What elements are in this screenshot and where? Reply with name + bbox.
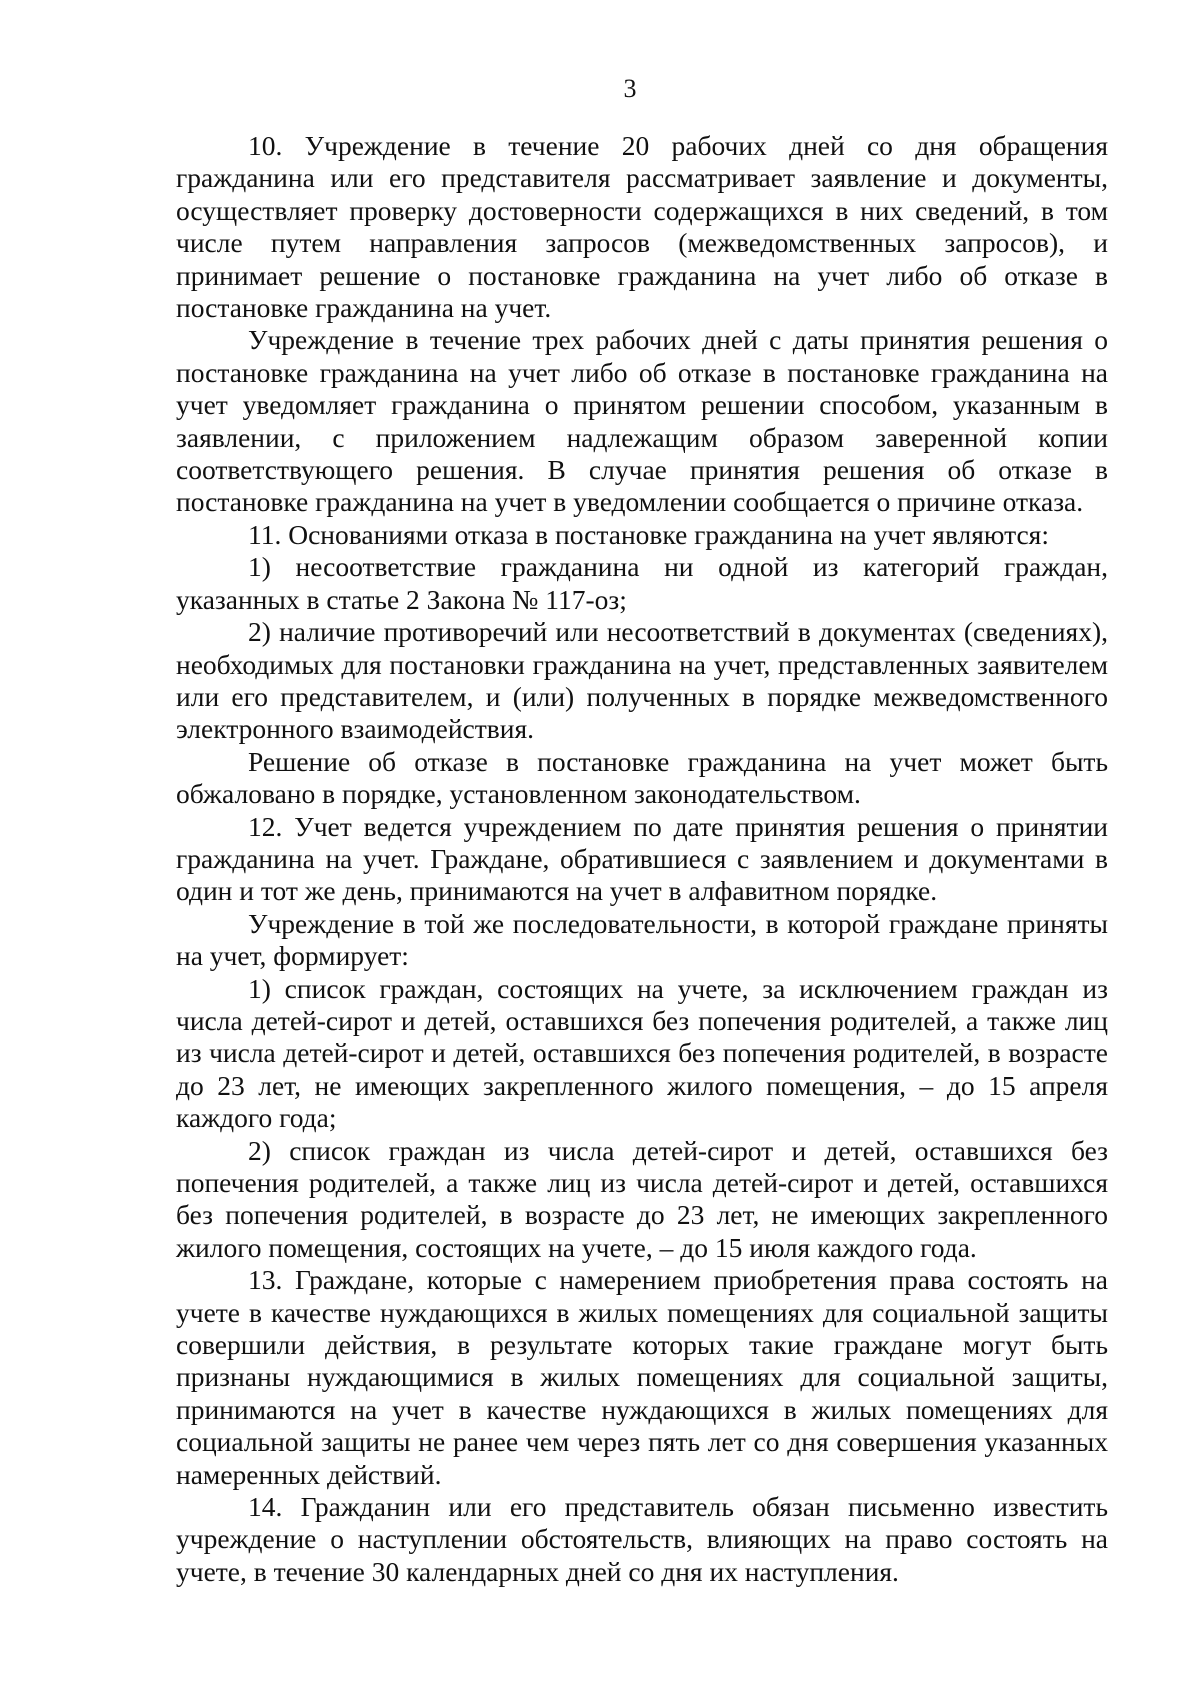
list-item-11-1: 1) несоответствие гражданина ни одной из категорий граждан, указанных в статье 2 Закона № 117-оз; (176, 551, 1108, 615)
paragraph-lists-intro: Учреждение в той же последовательности, в которой граждане приняты на учет, формирует: (176, 907, 1108, 972)
document-body (176, 130, 1108, 1588)
list-item-11-2: 2) наличие противоречий или несоответствий в документах (сведениях), необходимых для постановки гражданина на учет, представленных заявителем или его представителем, и (или) полученных в порядке межведомственного электронного взаимодействия. (176, 616, 1108, 745)
paragraph-14: 14. Гражданин или его представитель обязан письменно известить учреждение о наступлении обстоятельств, влияющих на право состоять на учете, в течение 30 календарных дней со дня их наступления. (176, 1491, 1108, 1587)
paragraph-notification: Учреждение в течение трех рабочих дней с даты принятия решения о постановке гражданина на учет либо об отказе в постановке гражданина на учет уведомляет гражданина о принятом решении способом, указанным в заявлении, с приложением надлежащим образом заверенной копии соответствующего решения. В случае принятия решения об отказе в постановке гражданина на учет в уведомлении сообщается о причине отказа. (176, 324, 1108, 518)
paragraph-13: 13. Граждане, которые с намерением приобретения права состоять на учете в качестве нуждающихся в жилых помещениях для социальной защиты совершили действия, в результате которых такие граждане могут быть признаны нуждающимися в жилых помещениях для социальной защиты, принимаются на учет в качестве нуждающихся в жилых помещениях для социальной защиты не ранее чем через пять лет со дня совершения указанных намеренных действий. (176, 1264, 1108, 1490)
paragraph-10: 10. Учреждение в течение 20 рабочих дней со дня обращения гражданина или его представителя рассматривает заявление и документы, осуществляет проверку достоверности содержащихся в них сведений, в том числе путем направления запросов (межведомственных запросов), и принимает решение о постановке гражданина на учет либо об отказе в постановке гражданина на учет. (176, 130, 1108, 324)
list-item-12-2: 2) список граждан из числа детей-сирот и детей, оставшихся без попечения родителей, а также лиц из числа детей-сирот и детей, оставшихся без попечения родителей, в возрасте до 23 лет, не имеющих закрепленного жилого помещения, состоящих на учете, – до 15 июля каждого года. (176, 1134, 1108, 1263)
list-item-12-1: 1) список граждан, состоящих на учете, за исключением граждан из числа детей-сирот и детей, оставшихся без попечения родителей, а также лиц из числа детей-сирот и детей, оставшихся без попечения родителей, в возрасте до 23 лет, не имеющих закрепленного жилого помещения, – до 15 апреля каждого года; (176, 972, 1108, 1134)
paragraph-12: 12. Учет ведется учреждением по дате принятия решения о принятии гражданина на учет. Граждане, обратившиеся с заявлением и документами в один и тот же день, принимаются на учет в алфавитном порядке. (176, 810, 1108, 907)
page-number: 3 (623, 74, 637, 103)
paragraph-appeal: Решение об отказе в постановке гражданина на учет может быть обжаловано в порядке, установленном законодательством. (176, 745, 1108, 810)
paragraph-11: 11. Основаниями отказа в постановке гражданина на учет являются: (248, 518, 1049, 550)
